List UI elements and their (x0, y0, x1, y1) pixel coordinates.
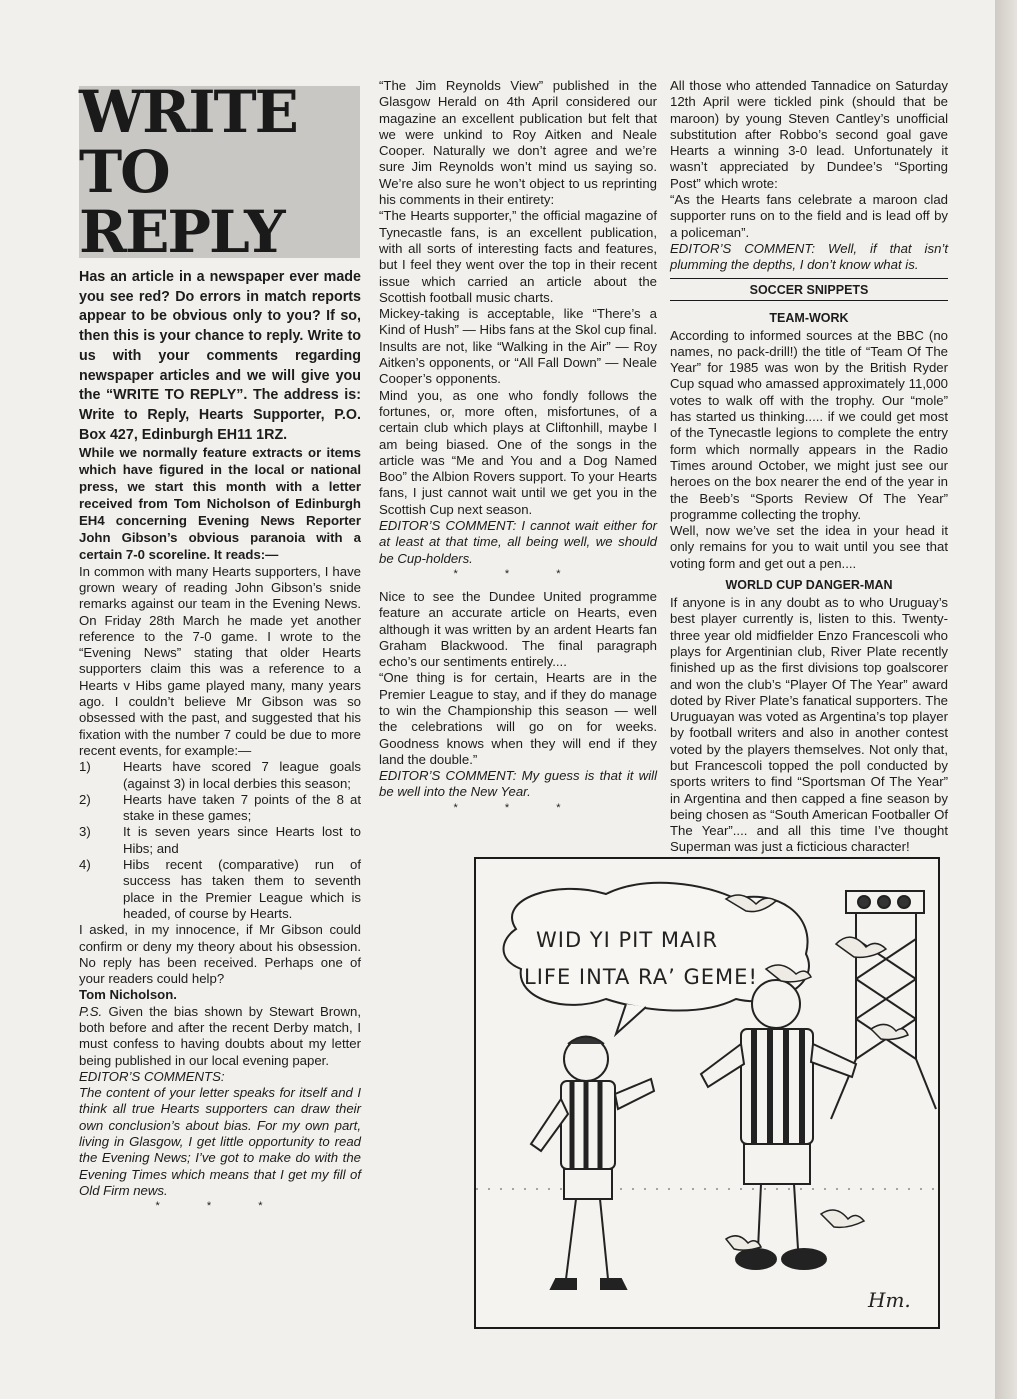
list-text: Hearts have scored 7 league goals (against 3) in local derbies this season; (123, 759, 361, 791)
list-number: 4) (79, 857, 91, 873)
teamwork-heading: TEAM-WORK (769, 310, 849, 325)
editor-comments-text: The content of your letter speaks for itself and I think all true Hearts supporters can draw their own conclusion’s about bias. For my own part, living in Glasgow, I get little opportunity to read the Evening News; I’ve got to make do with the Evening Times which means that I get my fill of Old Firm news. (79, 1085, 361, 1198)
reynolds-paragraph-2: “The Hearts supporter,” the official magazine of Tynecastle fans, is an excellent publication, with all sorts of interesting facts and features, but I feel they went over the top in their recent issue which carried an article about the Scottish football music charts. (379, 208, 657, 305)
cartoon-illustration (474, 857, 940, 1329)
page-title (79, 78, 360, 266)
teamwork-paragraph-2: Well, now we’ve set the idea in your head it only remains for you to wait until you see that voting form and get out a pen.... (670, 523, 948, 571)
title-line-3: REPLY (79, 198, 284, 266)
list-number: 2) (79, 791, 91, 807)
letter-paragraph-2: I asked, in my innocence, if Mr Gibson could confirm or deny my theory about his obsession. No reply has been received. Perhaps one of your readers could help? (79, 922, 361, 987)
divider-line (670, 278, 948, 279)
floodlight-icon (831, 891, 936, 1119)
tannadice-quote: “As the Hearts fans celebrate a maroon clad supporter runs on to the field and is lead off by a policeman”. (670, 192, 948, 240)
divider-line (670, 300, 948, 301)
list-number: 1) (79, 759, 91, 775)
letter-paragraph-1: In common with many Hearts supporters, I have grown weary of reading John Gibson’s snide remarks against our team in the Evening News. On Friday 28th March he made yet another reference to the 7-0 game. I wrote to the “Evening News” stating that older Hearts supporters claim this was a reference to a Hearts v Hibs game played many, many years ago. I couldn’t believe Mr Gibson was so obsessed with the past, and suggested that his fixation with the number 7 could be due to more recent events, for example:— (79, 563, 361, 758)
dundee-editor-comment: EDITOR’S COMMENT: My guess is that it will be well into the New Year. (379, 768, 657, 800)
title-line-2: TO (79, 138, 169, 206)
section-divider-stars: * * * (453, 801, 583, 814)
page-edge (995, 0, 1017, 1399)
reynolds-editor-comment: EDITOR’S COMMENT: I cannot wait either for at least at that time, all being well, we should be Cup-holders. (379, 518, 657, 566)
list-item (79, 857, 361, 922)
ps-text: Given the bias shown by Stewart Brown, both before and after the recent Derby match, I must confess to having doubts about my letter being published in our local evening paper. (79, 1003, 361, 1068)
world-cup-heading: WORLD CUP DANGER-MAN (725, 578, 893, 593)
intro-letter-paragraph: While we normally feature extracts or items which have figured in the local or national press, we start this month with a letter received from Tom Nicholson of Edinburgh EH4 concerning Evening News Reporter John Gibson’s obvious paranoia with a certain 7-0 scoreline. It reads:— (79, 445, 361, 562)
editor-comments-label: EDITOR’S COMMENTS: (79, 1068, 225, 1084)
artist-signature: Hm. (868, 1288, 911, 1312)
letter-ps (79, 1004, 361, 1069)
list-text: It is seven years since Hearts lost to Hibs; and (123, 824, 361, 856)
world-cup-paragraph: If anyone is in any doubt as to who Uruguay’s best player currently is, listen to this. Twenty-three year old midfielder Enzo Francescoli who plays for Argentinian club, River Plate recently finished up as the first divisions top goalscorer and won the club’s “Player Of The Year” award doted by River Plate’s fanatical supporters. The Uruguayan was voted as Argentina’s top player by football writers and also in another contest voted by the players themselves. Not only that, but Francescoli topped the poll conducted by sports writers to find “Sportsman Of The Year” in Argentina and then capped a fine season by being chosen as “South American Footballer Of The Year”.... and all this time I’ve thought Superman was just a ficticious character! (670, 595, 948, 855)
section-divider-stars: * * * (453, 567, 583, 580)
column-middle (379, 78, 657, 815)
tannadice-paragraph: All those who attended Tannadice on Saturday 12th April were tickled pink (should that be maroon) by young Steven Cantley’s unofficial substitution after Robbo’s second goal gave Hearts a winning 3-0 lead. Unfortunately it wasn’t appreciated by Dundee’s “Sporting Post” which wrote: (670, 78, 948, 191)
ps-label: P.S. (79, 1003, 103, 1019)
cartoon-drawing (476, 859, 938, 1327)
column-left (79, 268, 361, 1213)
soccer-snippets-heading: SOCCER SNIPPETS (749, 282, 869, 297)
dundee-paragraph-1: Nice to see the Dundee United programme feature an accurate article on Hearts, even although it was written by an ardent Hearts fan Graham Blackwood. The final paragraph echo’s our sentiments entirely.... (379, 588, 657, 670)
column-right (670, 78, 948, 856)
intro-paragraph: Has an article in a newspaper ever made you see red? Do errors in match reports appear to be obvious only to you? If so, then this is your chance to reply. Write to us with your comments regarding newspaper articles and we will give you the “WRITE TO REPLY”. The address is: Write to Reply, Hearts Supporter, P.O. Box 427, Edinburgh EH11 1RZ. (79, 269, 361, 443)
cartoon-fan-figure (531, 1037, 654, 1290)
reynolds-paragraph-4: Mind you, as one who fondly follows the fortunes, or, more often, misfortunes, of a certain club which plays at Cliftonhill, maybe I am being biased. One of the songs in the article was “Me and You and a Dog Named Boo” the Albion Rovers support. To your Hearts fans, I just cannot wait until we get you in the Scottish Cup next season. (379, 387, 657, 517)
reynolds-paragraph-1: “The Jim Reynolds View” published in the Glasgow Herald on 4th April considered our magazine an excellent publication but felt that we were unkind to Roy Aitken and Neale Cooper. Naturally we don’t agree and we’re sure Jim Reynolds won’t mind us saying so. We’re also sure he won’t object to us reprinting his comments in their entirety: (379, 78, 657, 208)
list-item (79, 792, 361, 825)
title-line-1: WRITE (79, 78, 297, 146)
section-divider-stars: * * * (155, 1200, 285, 1213)
reynolds-paragraph-3: Mickey-taking is acceptable, like “There’s a Kind of Hush” — Hibs fans at the Skol cup final. Insults are not, like “Walking in the Air” — Roy Aitken’s opponents, or “All Fall Down” — Neale Cooper’s opponents. (379, 306, 657, 387)
tannadice-editor-comment: EDITOR’S COMMENT: Well, if that isn’t plumming the depths, I don’t know what is. (670, 240, 948, 273)
list-text: Hibs recent (comparative) run of success has taken them to seventh place in the Premier League which is headed, of course by Hearts. (123, 857, 361, 921)
bubble-line-1: WID YI PIT MAIR (536, 928, 719, 952)
list-item (79, 759, 361, 792)
dundee-paragraph-2: “One thing is for certain, Hearts are in the Premier League to stay, and if they do manage to win the Championship this season — well the celebrations will go on for weeks. Goodness knows when they will end if they land the double.” (379, 670, 657, 767)
letter-list (79, 759, 361, 922)
letter-signature: Tom Nicholson. (79, 987, 177, 1003)
list-number: 3) (79, 824, 91, 840)
bubble-line-2: LIFE INTA RA’ GEME! (524, 965, 758, 989)
list-item (79, 824, 361, 857)
list-text: Hearts have taken 7 points of the 8 at stake in these games; (123, 791, 361, 824)
teamwork-paragraph-1: According to informed sources at the BBC (no names, no pack-drill!) the title of “Team Of The Year” for 1985 was won by the British Ryder Cup squad who amassed approximately 11,000 votes to walk off with the trophy. Our “mole” has started us thinking..... if we could get most of the Tynecastle legions to complete the entry form which normally appears in the Radio Times around October, we might just see our heroes on the box nearer the end of the year in the Beeb’s “Sports Review Of The Year” programme collecting the trophy. (670, 327, 948, 522)
